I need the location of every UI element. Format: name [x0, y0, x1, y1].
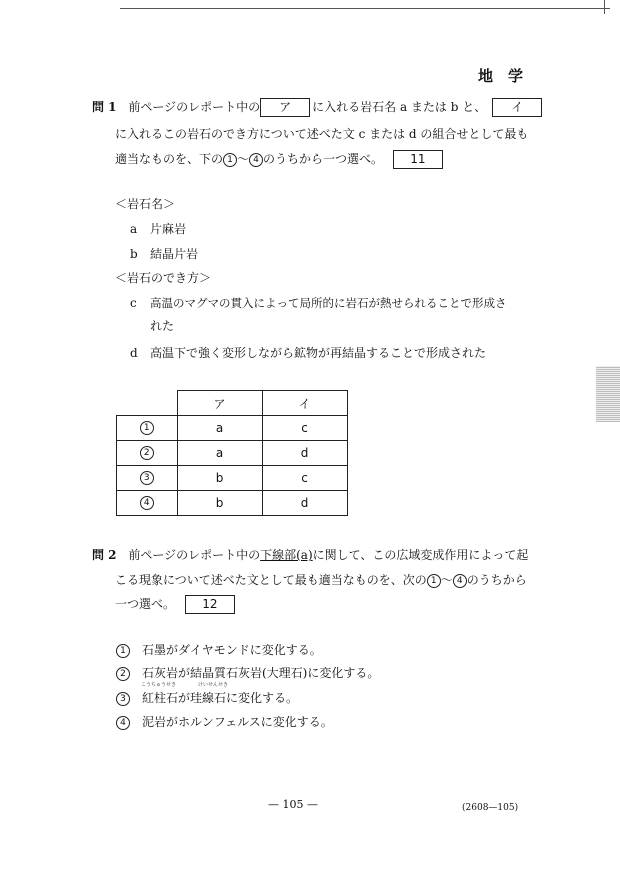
rock-a-text: 片麻岩: [150, 222, 187, 236]
choice-1-icon: 1: [116, 644, 130, 658]
tilde: ～: [237, 152, 250, 166]
choice-1-icon: 1: [427, 574, 441, 588]
formation-c-cont: れた: [150, 319, 175, 333]
choice-4-icon: 4: [249, 153, 263, 167]
table-cell: d: [262, 491, 347, 516]
q2-number: 問 2: [92, 548, 117, 562]
q2-text-1: 前ページのレポート中の: [128, 548, 261, 562]
choice-2-icon: 2: [116, 667, 130, 681]
q2-text-5: 一つ選べ。: [115, 597, 176, 611]
table-cell: a: [177, 441, 262, 466]
formation-c-text: 高温のマグマの貫入によって局所的に岩石が熱せられることで形成さ: [150, 296, 507, 310]
tilde: ～: [440, 573, 453, 587]
table-header-a: ア: [177, 391, 262, 416]
page-code: (2608—105): [462, 803, 519, 813]
q1-text-1: 前ページのレポート中の: [128, 100, 261, 114]
option-3-text: 紅柱石が珪線石に変化する。: [142, 691, 299, 705]
table-row-label: [117, 466, 178, 491]
table-header-i: イ: [262, 391, 347, 416]
rock-a-key: a: [130, 222, 138, 236]
formation-c: [130, 295, 507, 311]
q2-text-3: こる現象について述べた文として最も適当なものを、次の: [115, 573, 427, 587]
choice-3-icon: 3: [140, 471, 154, 485]
table-header-row: [117, 391, 348, 416]
rock-b-text: 結晶片岩: [150, 247, 199, 261]
q2-text-2: に関して、この広域変成作用によって起: [312, 548, 529, 562]
formation-d: [130, 345, 486, 361]
q1-text-3: 適当なものを、下の: [115, 152, 224, 166]
q2-line2: [115, 572, 527, 588]
q1-line2: に入れるこの岩石のでき方について述べた文 c または d の組合せとして最も: [115, 127, 529, 141]
table-row: [117, 416, 348, 441]
ruby-kochuseki: こうちゅうせき: [141, 682, 177, 688]
answer-box-12: 12: [185, 595, 235, 614]
q2-line3: [115, 595, 235, 614]
rock-a: [130, 221, 186, 237]
table-row: [117, 466, 348, 491]
formation-d-text-line: 高温下で強く変形しながら鉱物が再結晶することで形成された: [150, 346, 487, 360]
option-2-text: 石灰岩が結晶質石灰岩(大理石)に変化する。: [142, 666, 380, 680]
option-2: [116, 665, 379, 681]
subject-heading: 地 学: [478, 67, 524, 85]
q1-line1: [92, 98, 542, 117]
q2-line1: [92, 547, 528, 563]
table-cell: a: [177, 416, 262, 441]
table-row: [117, 441, 348, 466]
table-cell: c: [262, 416, 347, 441]
option-3: [116, 690, 298, 706]
formation-c-key: c: [130, 296, 137, 310]
choice-1-icon: 1: [223, 153, 237, 167]
table-cell: b: [177, 491, 262, 516]
q1-text-4: のうちから一つ選べ。: [263, 152, 384, 166]
section-tab-mark: [596, 366, 620, 422]
rock-b-key: b: [130, 247, 138, 261]
q2-text-4: のうちから: [466, 573, 527, 587]
choice-1-icon: 1: [140, 421, 154, 435]
combination-table: [116, 390, 348, 516]
choice-2-icon: 2: [140, 446, 154, 460]
top-edge-line: [120, 8, 610, 9]
option-1-text: 石墨がダイヤモンドに変化する。: [142, 643, 322, 657]
table-cell: d: [262, 441, 347, 466]
q1-text-2: に入れる岩石名 a または b と、: [312, 100, 487, 114]
rock-name-heading: ＜岩石名＞: [115, 197, 176, 211]
table-cell: c: [262, 466, 347, 491]
answer-box-11: 11: [393, 150, 443, 169]
table-row: [117, 491, 348, 516]
choice-3-icon: 3: [116, 692, 130, 706]
ruby-keisenseki: けいせんせき: [198, 682, 229, 688]
table-row-label: [117, 491, 178, 516]
choice-4-icon: 4: [116, 716, 130, 730]
blank-i-box: イ: [492, 98, 542, 117]
right-edge-line: [604, 0, 605, 14]
blank-a-box: ア: [260, 98, 310, 117]
table-cell: b: [177, 466, 262, 491]
q1-number: 問 1: [92, 100, 117, 114]
option-4-text: 泥岩がホルンフェルスに変化する。: [142, 715, 333, 729]
page-number: — 105 —: [268, 798, 318, 811]
table-corner: [117, 391, 178, 416]
option-4: [116, 714, 333, 730]
table-row-label: [117, 416, 178, 441]
formation-d-key: d: [130, 346, 138, 360]
underline-ref: 下線部(a): [260, 548, 313, 562]
q1-line3: [115, 150, 443, 169]
choice-4-icon: 4: [453, 574, 467, 588]
rock-b: [130, 246, 198, 262]
choice-4-icon: 4: [140, 496, 154, 510]
table-row-label: [117, 441, 178, 466]
option-1: [116, 642, 322, 658]
formation-heading: ＜岩石のでき方＞: [115, 271, 212, 285]
